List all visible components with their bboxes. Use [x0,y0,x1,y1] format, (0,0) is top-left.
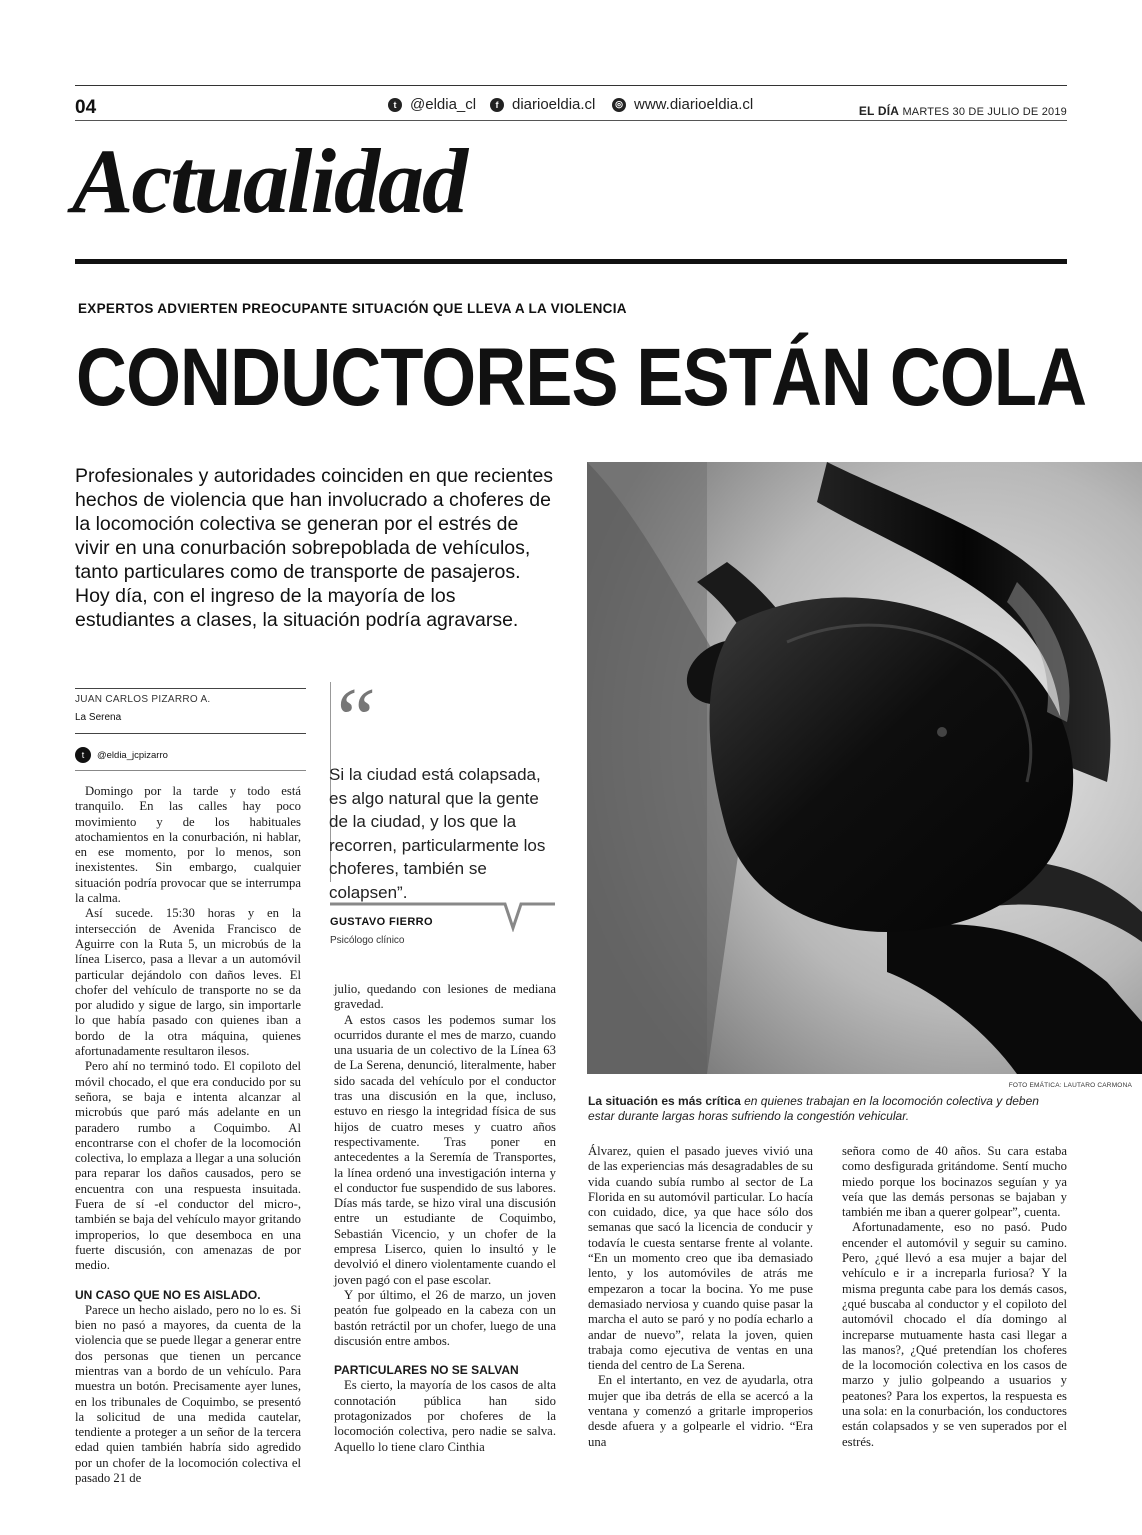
website-url[interactable]: www.diarioeldia.cl [634,96,754,113]
twitter-rule [75,770,306,771]
paragraph: Álvarez, quien el pasado jueves vivió una de las experiencias más desagradables de su vida cuando subía rumbo al sector de La Florida en su automóvil particular. Lo hacía con cuidado, dice, ya que hace sólo dos semanas que sacó la licencia de conducir y todavía le cuesta sentarse frente al volante. “En un momento creo que iba demasiado lento, y los automóviles de atrás me empezaron a tocar la bocina. Yo me puse demasiado nerviosa y cuando quise pasar la marcha el auto se paró y no podía echarlo a andar de nuevo”, relata la joven, quien trabaja como ejecutiva de ventas en una tienda del centro de La Serena. [588,1144,813,1373]
headline: CONDUCTORES ESTÁN COLA [76,332,1087,423]
facebook-link [490,96,595,113]
quote-mark-icon: “ [328,671,377,768]
paragraph: julio, quedando con lesiones de mediana gravedad. [334,982,556,1012]
globe-icon: ◎ [612,98,626,112]
facebook-handle[interactable]: diarioeldia.cl [512,96,596,113]
body-column-1 [75,784,301,1486]
photo-caption [588,1094,1058,1124]
photo-credit: FOTO EMÁTICA: LAUTARO CARMONA [1008,1082,1132,1089]
website-link [612,96,753,113]
author-twitter [75,747,168,763]
subheading: UN CASO QUE NO ES AISLADO. [75,1287,261,1302]
byline-city: La Serena [75,712,122,723]
caption-lead: La situación es más crítica [588,1094,741,1108]
paragraph: Afortunadamente, eso no pasó. Pudo encender el automóvil y seguir su camino. Pero, ¿qué llevó a esa mujer a bajar del vehículo e ir a increparla furiosa? Y la misma pregunta cabe para los demás casos, ¿qué buscaba al conductor y el copiloto del automóvil chocado el día domingo al increparse mutuamente hasta casi llegar a las manos?, ¿Qué pretendían los choferes de la locomoción colectiva en los casos de marzo y julio golpeando a usuarios y peatones? Para los expertos, la respuesta es una sola: en la conurbación, los conductores están colapsados y se ven superados por el estrés. [842,1220,1067,1449]
dateline [859,104,1067,118]
twitter-icon: t [388,98,402,112]
section-title: Actualidad [72,130,467,232]
kicker: EXPERTOS ADVIERTEN PREOCUPANTE SITUACIÓN QUE LLEVA A LA VIOLENCIA [78,301,627,316]
body-column-4 [842,1144,1067,1450]
paragraph: Parece un hecho aislado, pero no lo es. Si bien no pasó a mayores, da cuenta de la violencia que se puede llegar a generar entre dos personas que tienen un percance mientras van a bordo de un vehículo. Para muestra un botón. Precisamente ayer lunes, en los tribunales de Coquimbo, se presentó la solicitud de una medida cautelar, tendiente a proteger a un señor de la tercera edad quien también habría sido agredido por un chofer de la locomoción colectiva el pasado 21 de [75,1302,301,1486]
byline-rule-top [75,688,306,689]
facebook-icon: f [490,98,504,112]
twitter-icon: t [75,747,91,763]
twitter-handle[interactable]: @eldia_cl [410,96,477,113]
paragraph: A estos casos les podemos sumar los ocurridos durante el mes de marzo, cuando una usuaria de un colectivo de la Línea 63 de La Serena, denunció, literalmente, haber sido sacada del vehículo por el conductor tras una discusión en la que, incluso, estuvo en riesgo la integridad física de sus hijos de cuatro meses y cuatro años respectivamente. Tras poner en antecedentes a la Seremía de Transportes, la línea ordenó una investigación interna y el conductor fue suspendido de sus labores. Días más tarde, se hizo viral una discusión entre un estudiante de Coquimbo, Sebastián Vicencio, y un chofer de la empresa Liserco, quien lo insultó y le devolvió el dinero violentamente cuando el joven pagó con el pase escolar. [334,1012,556,1287]
body-column-3 [588,1144,813,1450]
quote-author: GUSTAVO FIERRO [330,916,433,928]
paragraph: Así sucede. 15:30 horas y en la intersección de Avenida Francisco de Aguirre con la Ruta 5, un microbús de la línea Liserco, pasa a llevar a un automóvil particular dejándolo con daños leves. El chofer del vehículo de transporte no se da por aludido y sigue de largo, sin importarle lo que había pasado con quienes iban a bordo de la otra máquina, quienes afortunadamente resultaron ilesos. [75,906,301,1059]
steering-wheel-photo [587,462,1142,1074]
paragraph: señora como de 40 años. Su cara estaba como desfigurada gritándome. Sentí mucho miedo porque los bocinazos seguían y ya veía que las demás personas se bajaban y también me iban a querer golpear”, cuenta. [842,1144,1067,1220]
steering-wheel-image [587,462,1142,1074]
paragraph: Pero ahí no terminó todo. El copiloto del móvil chocado, el que era conducido por su señora, se baja e intenta alcanzar al microbús que paró más adelante en un paradero rumbo a Coquimbo. Al encontrarse con el chofer de la locomoción colectiva, lo emplaza a llegar a una solución para reparar los daños causados, pero se encuentra con una respuesta insuitada. Fuera de sí -el conductor del micro-, también se baja del vehículo mayor gritando improperios, lo que desemboca en una fuerte discusión, con amenazas de por medio. [75,1059,301,1273]
paragraph: En el intertanto, en vez de ayudarla, otra mujer que iba detrás de ella se acercó a la ventana y comenzó a gritarle improperios desde afuera y a golpearle el vidrio. “Era una [588,1373,813,1449]
section-rule [75,259,1067,264]
body-column-2 [334,982,556,1455]
quote-author-role: Psicólogo clínico [330,935,405,946]
paragraph: Domingo por la tarde y todo está tranquilo. En las calles hay poco movimiento y de los habituales atochamientos en la conurbación, ni hablar, en ese momento, por lo menos, son inexistentes. Sin embargo, cualquier situación podría provocar que se interrumpa la calma. [75,784,301,906]
byline-rule-bottom [75,733,306,734]
paragraph: Y por último, el 26 de marzo, un joven peatón fue golpeado en la cabeza con un bastón retráctil por un chofer, luego de una discusión entre ambos. [334,1287,556,1348]
byline-author: JUAN CARLOS PIZARRO A. [75,694,211,705]
subheading: PARTICULARES NO SE SALVAN [334,1363,519,1378]
lede: Profesionales y autoridades coinciden en que recientes hechos de violencia que han involucrado a choferes de la locomoción colectiva se generan por el estrés de vivir en una conurbación sobrepoblada de vehículos, tanto particulares como de transporte de pasajeros. Hoy día, con el ingreso de la mayoría de los estudiantes a clases, la situación podría agravarse. [75,465,554,631]
paper-name: EL DÍA [858,104,900,118]
header-underline [75,120,1067,121]
page-number: 04 [75,97,97,118]
author-twitter-handle[interactable]: @eldia_jcpizarro [97,749,168,761]
top-rule [75,85,1067,86]
social-links [388,96,476,113]
paragraph: Es cierto, la mayoría de los casos de alta connotación pública han sido protagonizados por choferes de la locomoción colectiva, pero nadie se salva. Aquello lo tiene claro Cinthia [334,1378,556,1454]
issue-date: MARTES 30 DE JULIO DE 2019 [902,106,1067,118]
pull-quote: Si la ciudad está colapsada, es algo natural que la gente de la ciudad, y los que la recorren, particularmente los choferes, también se colapsen”. [329,765,546,902]
caption-text: en quienes trabajan en la locomoción colectiva y deben estar durante largas horas sufriendo la congestión vehicular. [588,1094,1039,1123]
